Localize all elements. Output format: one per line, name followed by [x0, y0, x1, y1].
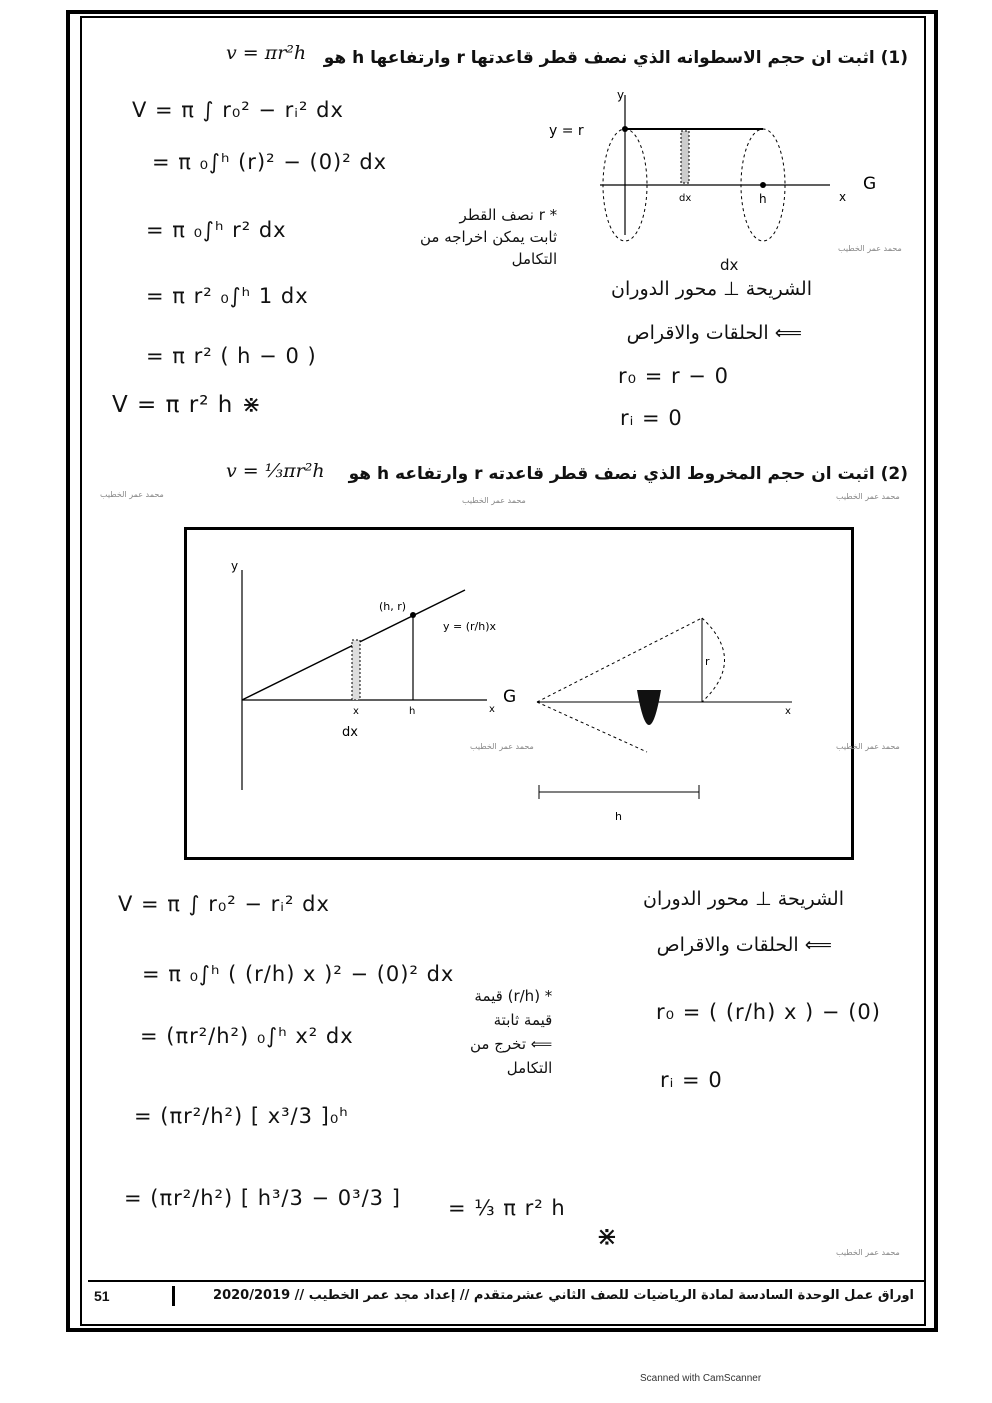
q2-ri: rᵢ = 0 [660, 1068, 723, 1092]
q2-strip-text: الشريحة ⊥ محور الدوران [643, 888, 844, 910]
q1-step-3: = π ₀∫ʰ r² dx [146, 218, 287, 242]
q2-side-note [470, 984, 552, 1080]
q2-note-line-3: ⟸ تخرج من [470, 1035, 553, 1053]
q2-graph-x-axis: x [489, 704, 495, 715]
q2-graph-x-tick: x [353, 706, 359, 717]
q2-figure-box [184, 527, 854, 860]
q2-graph-dx: dx [342, 725, 358, 740]
q2-graph-point: (h, r) [379, 600, 407, 613]
watermark: محمد عمر الخطيب [836, 1248, 900, 1257]
scanner-credit: Scanned with CamScanner [640, 1373, 762, 1384]
q1-ri: rᵢ = 0 [620, 406, 683, 430]
q2-step-2: = π ₀∫ʰ ( (r/h) x )² − (0)² dx [142, 962, 455, 986]
q2-note-line-4: التكامل [506, 1059, 553, 1077]
q1-graph-y-eq: y = r [549, 123, 584, 139]
q1-cylinder-graph [545, 85, 895, 260]
q1-formula: v = πr²h [226, 42, 307, 64]
q1-method-text: ⟸ الحلقات والاقراص [626, 322, 802, 344]
q1-step-4: = π r² ₀∫ʰ 1 dx [146, 284, 309, 308]
watermark: محمد عمر الخطيب [100, 490, 164, 499]
q1-step-2: = π ₀∫ʰ (r)² − (0)² dx [152, 150, 388, 174]
q2-method-text: ⟸ الحلقات والاقراص [656, 934, 832, 956]
q2-end-mark: ⋇ [596, 1222, 619, 1252]
q1-step-1: V = π ∫ r₀² − rᵢ² dx [132, 98, 344, 122]
q1-graph-x: x [839, 190, 847, 204]
q2-step-5: = (πr²/h²) [ h³/3 − 0³/3 ] [124, 1186, 401, 1210]
page-number: 51 [94, 1288, 110, 1304]
q1-graph-g: G [863, 174, 877, 194]
q2-graph-h-tick: h [409, 706, 416, 717]
q1-side-note [420, 204, 557, 270]
q2-step-1: V = π ∫ r₀² − rᵢ² dx [118, 892, 330, 916]
q1-graph-dx: dx [679, 193, 692, 204]
q2-note-line-2: قيمة ثابتة [493, 1011, 553, 1029]
watermark: محمد عمر الخطيب [462, 496, 526, 505]
q1-r0: r₀ = r − 0 [618, 364, 729, 388]
q2-step-3: = (πr²/h²) ₀∫ʰ x² dx [140, 1024, 354, 1048]
watermark: محمد عمر الخطيب [836, 742, 900, 751]
watermark: محمد عمر الخطيب [836, 492, 900, 501]
q2-graph-g: G [503, 687, 517, 707]
q1-step-5: = π r² ( h − 0 ) [146, 344, 317, 368]
footer-divider [88, 1280, 924, 1282]
q1-note-line-1: * r نصف القطر [459, 206, 558, 224]
q2-title: (2) اثبت ان حجم المخروط الذي نصف قطر قاعدته r وارتفاعه h هو [348, 464, 908, 484]
q2-graph-line-eq: y = (r/h)x [443, 620, 497, 633]
watermark: محمد عمر الخطيب [838, 244, 902, 253]
watermark: محمد عمر الخطيب [470, 742, 534, 751]
q1-note-line-3: التكامل [511, 250, 558, 268]
q2-cone-x: x [785, 706, 791, 717]
q1-strip-text: الشريحة ⊥ محور الدوران [611, 278, 812, 300]
q2-formula: v = ⅓πr²h [226, 460, 325, 482]
q2-cone-graph [187, 530, 851, 857]
footer-separator [172, 1286, 175, 1306]
footer-text: اوراق عمل الوحدة السادسة لمادة الرياضيات للصف الثاني عشرمتقدم // إعداد مجد عمر الخطيب // 2020/2019 [213, 1288, 914, 1303]
q2-note-line-1: * (r/h) قيمة [474, 987, 553, 1005]
q2-cone-h: h [615, 810, 622, 823]
q1-graph-h: h [759, 192, 767, 206]
q1-title: (1) اثبت ان حجم الاسطوانه الذي نصف قطر قاعدتها r وارتفاعها h هو [323, 48, 908, 68]
q1-graph-y-label: y [617, 88, 625, 102]
q2-result: = ⅓ π r² h [448, 1196, 566, 1220]
q2-cone-r: r [705, 655, 710, 668]
q1-note-line-2: ثابت يمكن اخراجه من [420, 228, 558, 246]
q2-step-4: = (πr²/h²) [ x³/3 ]₀ʰ [134, 1104, 349, 1128]
q1-result: V = π r² h ⋇ [112, 392, 262, 418]
q1-dx-label: dx [720, 256, 739, 274]
q2-graph-y-label: y [231, 559, 239, 573]
q2-r0: r₀ = ( (r/h) x ) − (0) [656, 1000, 881, 1024]
